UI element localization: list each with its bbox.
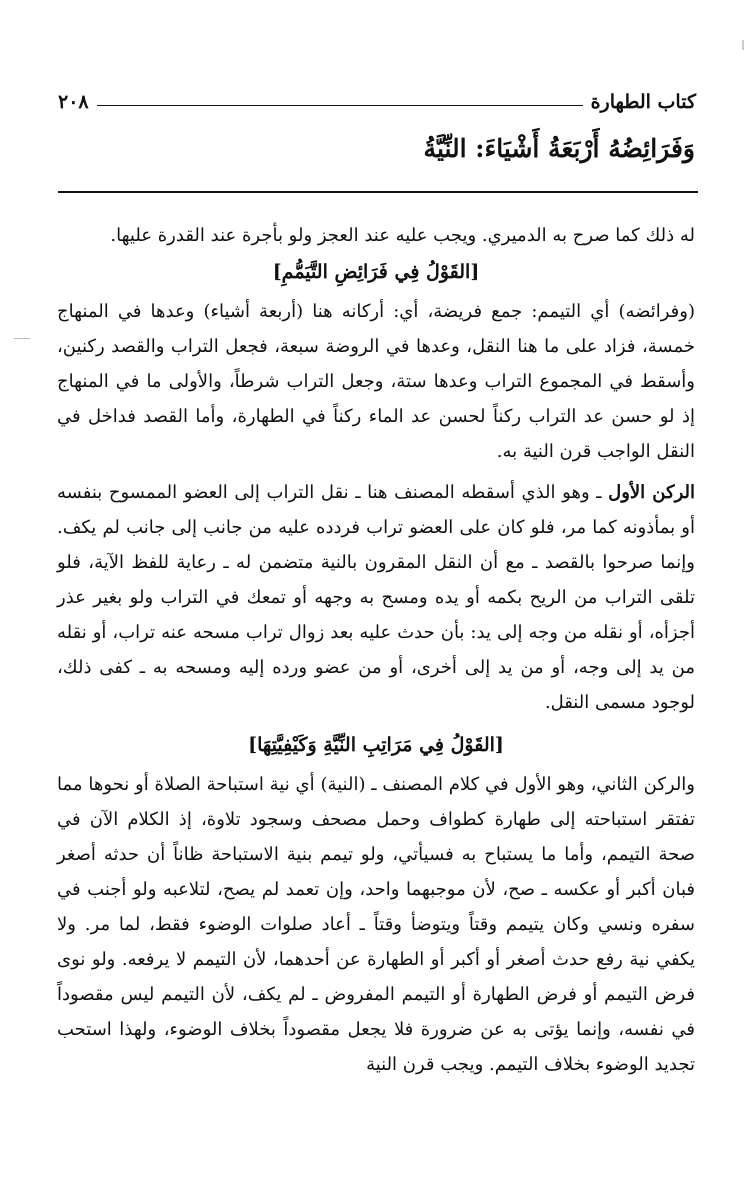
commentary-body — [57, 218, 695, 1082]
paragraph-2: (وفرائضه) أي التيمم: جمع فريضة، أي: أركانه هنا (أربعة أشياء) وعدها في المنهاج خمسة، فزاد على ما هنا النقل، وعدها في الروضة سبعة، فجعل التراب والقصد ركنين، وأسقط في المجموع التراب وعدها ستة، وجعل التراب شرطاً، والأولى ما في المنهاج إذ لو حسن عد التراب ركناً لحسن عد الماء ركناً في الطهارة، وأما القصد فداخل في النقل الواجب قرن النية به. — [57, 301, 695, 462]
paragraph-3 — [57, 475, 695, 720]
running-head-rule — [97, 105, 583, 106]
paragraph-1: له ذلك كما صرح به الدميري. ويجب عليه عند العجز ولو بأجرة عند القدرة عليها. — [110, 225, 695, 246]
book-title: كتاب الطهارة — [590, 91, 696, 113]
paragraph-3-lead: الركن الأول — [608, 482, 695, 503]
scan-mark — [742, 40, 744, 50]
paragraph-gap — [57, 720, 695, 726]
matn-text: وَفَرَائِضُهُ أَرْبَعَةُ أَشْيَاءَ: النِّيَّةُ — [423, 134, 695, 163]
matn-divider — [58, 191, 698, 193]
margin-mark — [14, 338, 30, 339]
running-head — [58, 88, 696, 116]
paragraph-3-text: ـ وهو الذي أسقطه المصنف هنا ـ نقل التراب إلى العضو الممسوح بنفسه أو بمأذونه كما مر، فلو كان على العضو تراب فردده عليه من جانب إلى جانب لم يكف. وإنما صرحوا بالقصد ـ مع أن النقل المقرون بالنية متضمن له ـ رعاية للفظ الآية، فلو تلقى التراب من الريح بكمه أو يده ومسح به وجهه أو تمعك في التراب ولو بغير عذر أجزأه، أو نقله من وجه إلى يد: بأن حدث عليه بعد زوال تراب مسحه عنه تراب، أو نقله من يد إلى وجه، أو من يد إلى أخرى، أو من عضو ورده إليه ومسحه به ـ كفى ذلك، لوجود مسمى النقل. — [57, 482, 695, 713]
section-heading-tayammum: [القَوْلُ فِي فَرَائِضِ التَّيَمُّمِ] — [272, 261, 480, 283]
paragraph-4: والركن الثاني، وهو الأول في كلام المصنف ـ (النية) أي نية استباحة الصلاة أو نحوها مما تفتقر استباحته إلى طهارة كطواف وحمل مصحف وسجود تلاوة، إذ الكلام الآن في صحة التيمم، وأما ما يستباح به فسيأتي، ولو تيمم بنية الاستباحة ظاناً أن حدثه أصغر فبان أكبر أو عكسه ـ صح، لأن موجبهما واحد، وإن تعمد لم يصح، لتلاعبه ولو أجنب في سفره ونسي وكان يتيمم وقتاً ويتوضأ وقتاً ـ أعاد صلوات الوضوء فقط، لما مر. ولا يكفي نية رفع حدث أصغر أو أكبر أو الطهارة عن أحدهما، لأن التيمم لا يرفعه. ولو نوى فرض التيمم أو فرض الطهارة أو التيمم المفروض ـ لم يكف، لأن التيمم ليس مقصوداً في نفسه، وإنما يؤتى به عن ضرورة فلا يجعل مقصوداً بخلاف الوضوء، ولهذا استحب تجديد الوضوء بخلاف التيمم. ويجب قرن النية — [57, 774, 695, 1075]
section-heading-niyya: [القَوْلُ فِي مَرَاتِبِ النِّيَّةِ وَكَيْفِيَّتِهَا] — [248, 734, 504, 756]
page-number: ٢٠٨ — [58, 91, 89, 113]
